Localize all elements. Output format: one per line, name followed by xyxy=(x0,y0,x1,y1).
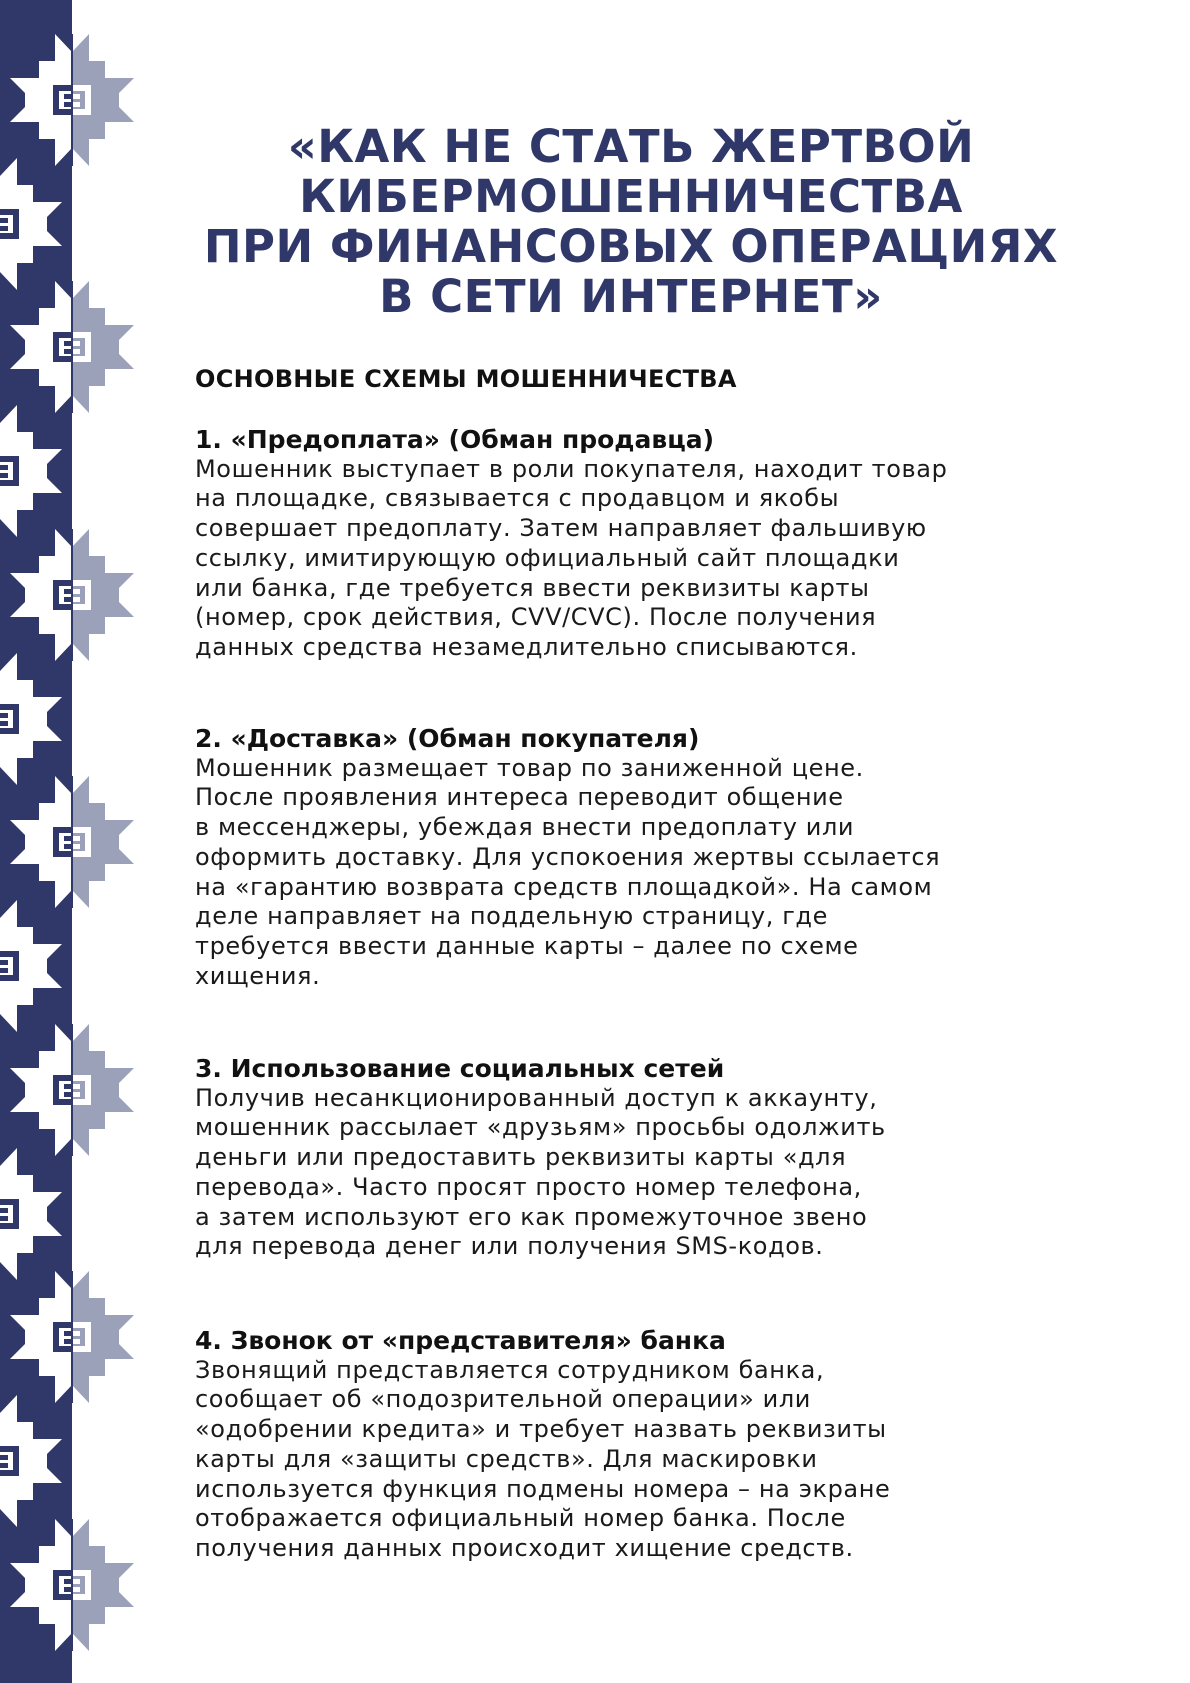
scheme-section-prepayment xyxy=(195,425,1155,663)
body-line: хищения. xyxy=(195,961,321,990)
body-line: в мессенджеры, убеждая внести предоплату или xyxy=(195,813,855,842)
body-line: на «гарантию возврата средств площадкой». На самом xyxy=(195,872,933,901)
body-line: карты для «защиты средств». Для маскировки xyxy=(195,1444,818,1473)
title-line: В СЕТИ ИНТЕРНЕТ» xyxy=(379,270,883,323)
body-line: получения данных происходит хищение средств. xyxy=(195,1533,854,1562)
scheme-section-bank-call xyxy=(195,1326,1155,1564)
title-line: «КАК НЕ СТАТЬ ЖЕРТВОЙ xyxy=(287,120,975,173)
scheme-section-social-networks xyxy=(195,1054,1155,1262)
title-line: КИБЕРМОШЕННИЧЕСТВА xyxy=(299,170,963,223)
page-title xyxy=(72,122,1190,322)
body-line: используется функция подмены номера – на экране xyxy=(195,1474,891,1503)
body-line: (номер, срок действия, CVV/CVC). После получения xyxy=(195,603,877,632)
body-line: ссылку, имитирующую официальный сайт площадки xyxy=(195,543,900,572)
body-line: оформить доставку. Для успокоения жертвы ссылается xyxy=(195,842,941,871)
body-line: а затем используют его как промежуточное звено xyxy=(195,1202,868,1231)
body-line: Получив несанкционированный доступ к аккаунту, xyxy=(195,1083,878,1112)
body-line: перевода». Часто просят просто номер телефона, xyxy=(195,1172,862,1201)
body-line: деле направляет на поддельную страницу, где xyxy=(195,902,828,931)
body-line: на площадке, связывается с продавцом и якобы xyxy=(195,484,840,513)
scheme-section-delivery xyxy=(195,724,1155,991)
body-line: данных средства незамедлительно списываются. xyxy=(195,632,858,661)
body-line: Звонящий представляется сотрудником банка, xyxy=(195,1355,825,1384)
body-line: или банка, где требуется ввести реквизиты карты xyxy=(195,573,870,602)
body-line: Мошенник выступает в роли покупателя, находит товар xyxy=(195,454,948,483)
body-line: отображается официальный номер банка. После xyxy=(195,1504,846,1533)
section-subheading: ОСНОВНЫЕ СХЕМЫ МОШЕННИЧЕСТВА xyxy=(195,365,737,393)
body-line: «одобрении кредита» и требует назвать реквизиты xyxy=(195,1415,887,1444)
body-line: совершает предоплату. Затем направляет фальшивую xyxy=(195,514,927,543)
body-line: Мошенник размещает товар по заниженной цене. xyxy=(195,753,864,782)
scheme-heading: 1. «Предоплата» (Обман продавца) xyxy=(195,425,715,454)
scheme-heading: 4. Звонок от «представителя» банка xyxy=(195,1326,726,1355)
body-line: для перевода денег или получения SMS-кодов. xyxy=(195,1232,824,1261)
scheme-heading: 2. «Доставка» (Обман покупателя) xyxy=(195,724,700,753)
scheme-heading: 3. Использование социальных сетей xyxy=(195,1054,725,1083)
body-line: сообщает об «подозрительной операции» или xyxy=(195,1385,811,1414)
body-line: После проявления интереса переводит общение xyxy=(195,783,844,812)
body-line: деньги или предоставить реквизиты карты «для xyxy=(195,1143,847,1172)
title-line: ПРИ ФИНАНСОВЫХ ОПЕРАЦИЯХ xyxy=(203,220,1059,273)
body-line: требуется ввести данные карты – далее по схеме xyxy=(195,931,859,960)
body-line: мошенник рассылает «друзьям» просьбы одолжить xyxy=(195,1113,886,1142)
